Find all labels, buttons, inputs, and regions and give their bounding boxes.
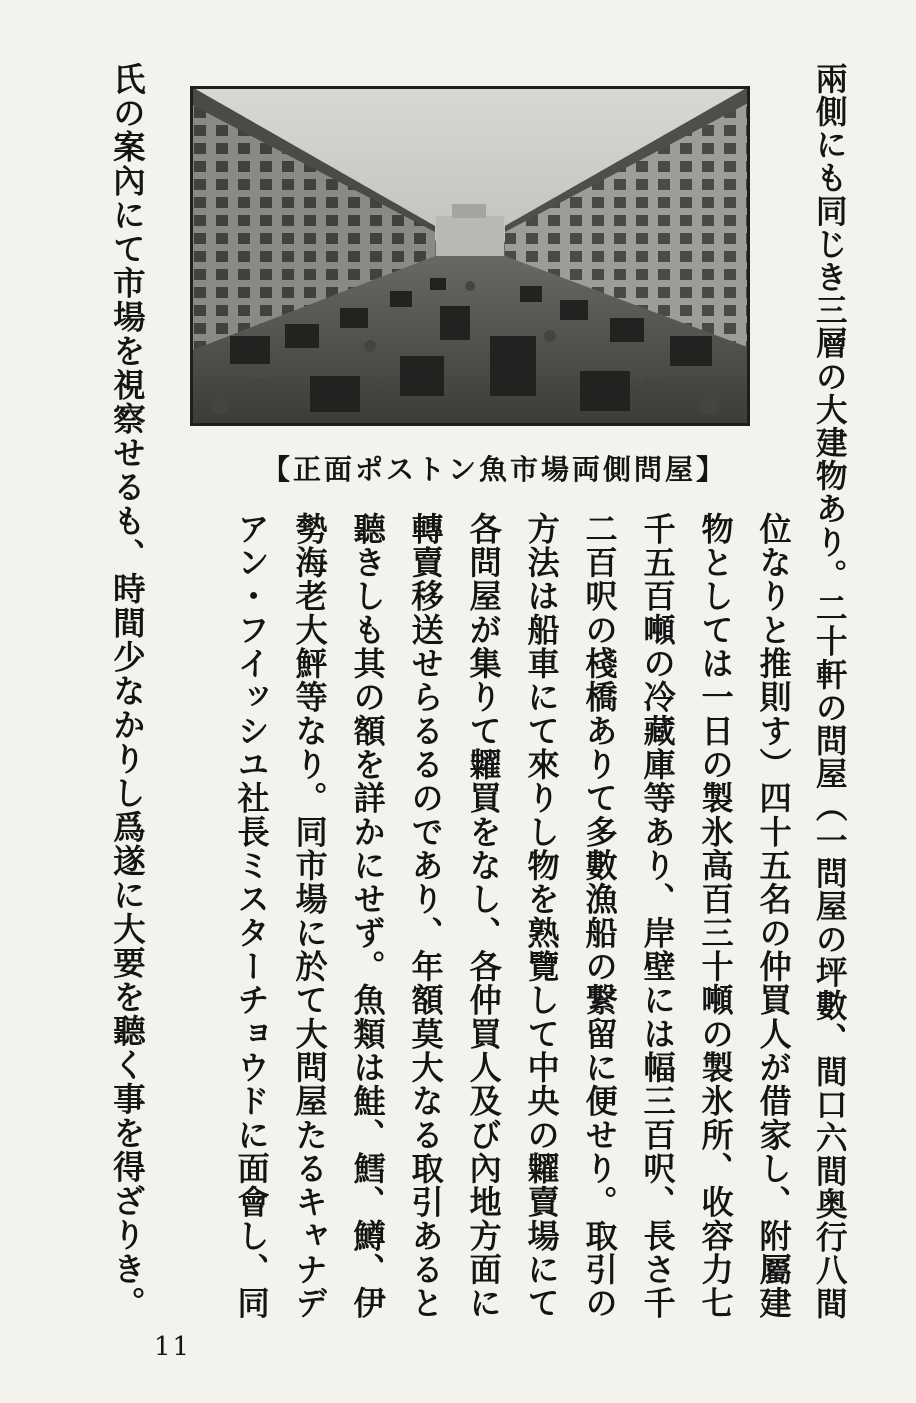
text-column-8: 轉賣移送せらるるのであり、年額莫大なる取引あると <box>405 512 443 1320</box>
photo-caption: 【正面ポストン魚市場両側問屋】 <box>262 453 728 486</box>
market-photo-drawing <box>190 86 750 426</box>
text-column-10: 勢海老大鮃等なり。同市場に於て大問屋たるキャナデ <box>289 512 327 1320</box>
text-column-3: 物としては一日の製氷高百三十噸の製氷所、收容力七 <box>695 512 733 1320</box>
text-column-11: アン・フイッシユ社長ミスターチョウドに面會し、同 <box>231 512 269 1320</box>
text-column-4: 千五百噸の冷藏庫等あり、岸壁には幅三百呎、長さ千 <box>637 512 675 1320</box>
text-column-5: 二百呎の棧橋ありて多數漁船の繋留に便せり。取引の <box>579 512 617 1320</box>
text-column-2: 位なりと推則す）四十五名の仲買人が借家し、附屬建 <box>753 512 791 1320</box>
market-photo <box>190 86 750 426</box>
text-column-7: 各問屋が集りて糶買をなし、各仲買人及び內地方面に <box>463 512 501 1320</box>
text-column-6: 方法は船車にて來りし物を熟覽して中央の糶賣場にて <box>521 512 559 1320</box>
page-number: 11 <box>154 1332 192 1362</box>
text-column-12: 氏の案內にて市場を視察せるも、時間少なかりし爲遂に大要を聽く事を得ざりき。 <box>107 62 145 1320</box>
text-column-1: 兩側にも同じき三層の大建物あり。二十軒の問屋（一問屋の坪數、間口六間奥行八間 <box>810 62 847 1320</box>
text-column-9: 聽きしも其の額を詳かにせず。魚類は鮭、鱈、鱒、伊 <box>347 512 385 1320</box>
